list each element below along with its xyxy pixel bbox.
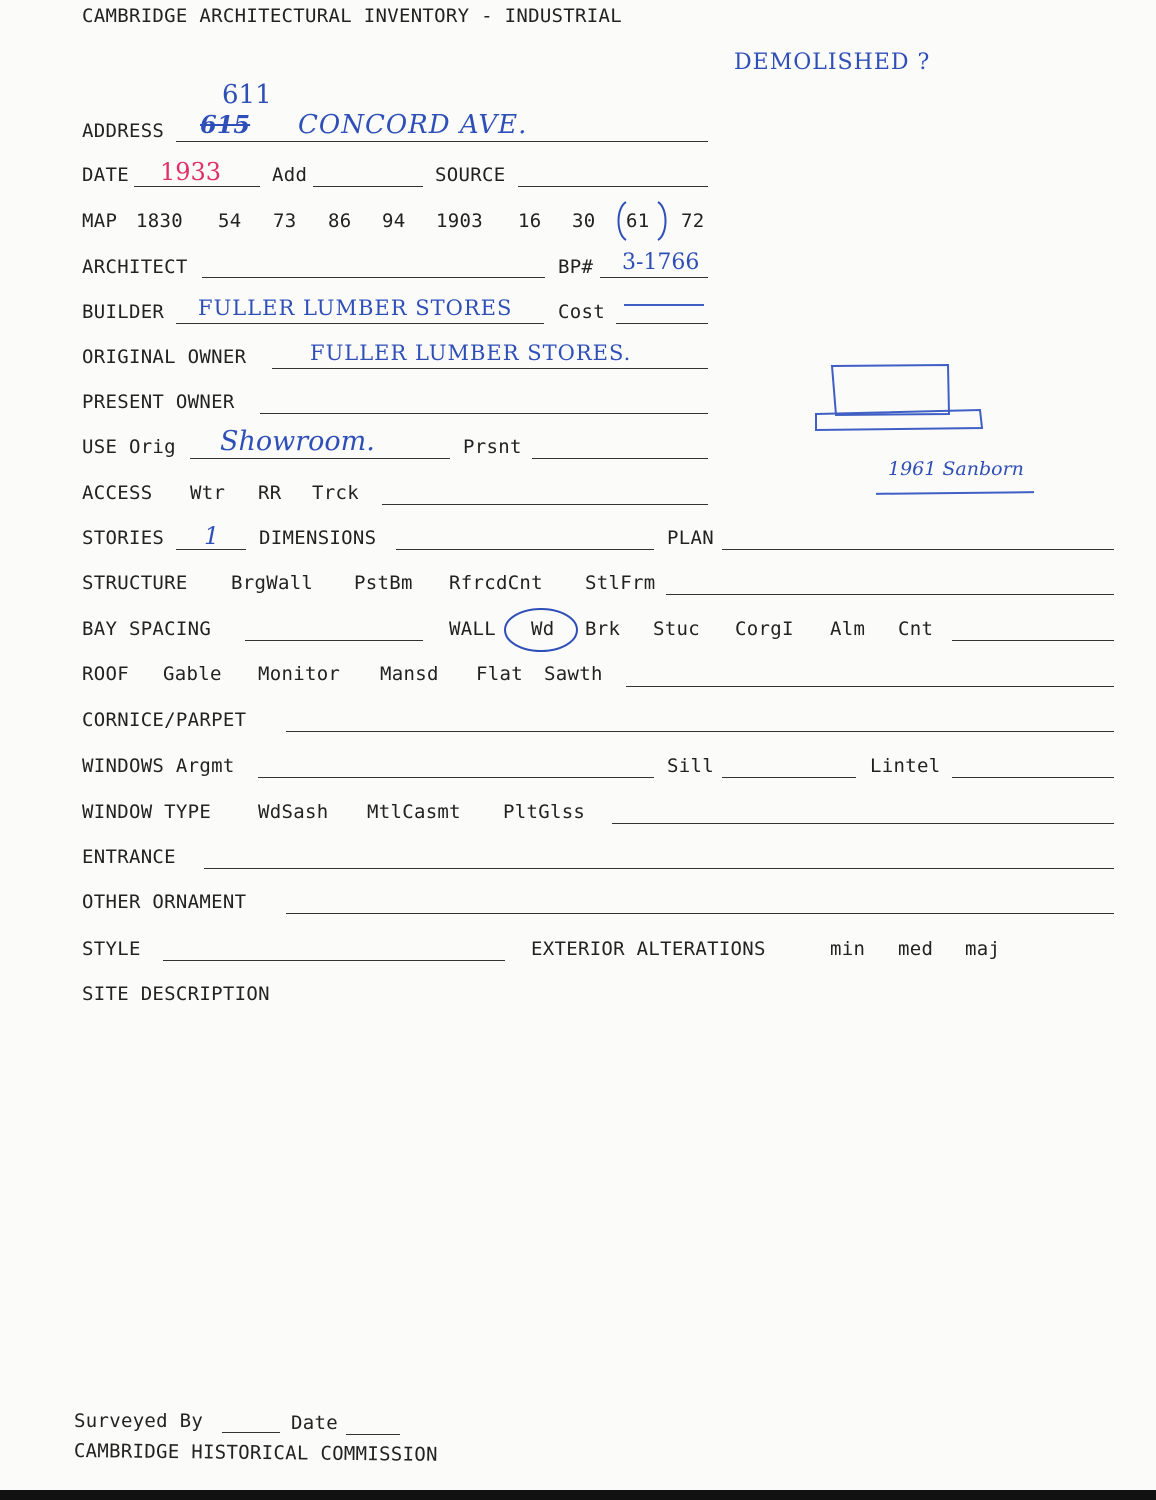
present-use-label: Prsnt (463, 436, 522, 458)
sanborn-note: 1961 Sanborn (888, 458, 1024, 480)
structure-post-beam: PstBm (354, 572, 413, 594)
surveyed-by-label: Surveyed By (74, 1410, 204, 1432)
demolished-note: DEMOLISHED ? (734, 50, 931, 75)
scan-bottom-edge (0, 1490, 1156, 1500)
map-year-94: 94 (382, 210, 406, 232)
wall-label: WALL (449, 618, 496, 640)
builder-line (176, 323, 544, 324)
structure-bearing-wall: BrgWall (231, 572, 314, 594)
plan-label: PLAN (667, 527, 714, 549)
dimensions-label: DIMENSIONS (259, 527, 377, 549)
cornice-line (286, 731, 1114, 732)
wall-aluminum: Alm (830, 618, 866, 640)
wall-wood: Wd (531, 618, 555, 640)
form-title: CAMBRIDGE ARCHITECTURAL INVENTORY - INDUSTRIAL (82, 5, 622, 27)
map-year-16: 16 (518, 210, 542, 232)
alterations-min: min (830, 938, 866, 960)
source-label: SOURCE (435, 164, 506, 186)
site-description-label: SITE DESCRIPTION (82, 983, 270, 1005)
stories-value: 1 (204, 522, 220, 550)
present-owner-label: PRESENT OWNER (82, 391, 235, 413)
exterior-alterations-label: EXTERIOR ALTERATIONS (531, 938, 766, 960)
alterations-med: med (898, 938, 934, 960)
address-label: ADDRESS (82, 120, 165, 142)
sill-line (722, 777, 856, 778)
roof-line (626, 686, 1114, 687)
bp-line (600, 277, 708, 278)
roof-monitor: Monitor (258, 663, 341, 685)
present-owner-line (260, 413, 708, 414)
wall-wood-circle-mark (500, 604, 586, 656)
cornice-label: CORNICE/PARPET (82, 709, 247, 731)
map-61-circle-mark (612, 198, 672, 244)
address-line (176, 141, 708, 142)
roof-flat: Flat (476, 663, 523, 685)
access-rail: RR (258, 482, 282, 504)
dimensions-line (396, 549, 654, 550)
lintel-line (952, 777, 1114, 778)
bp-label: BP# (558, 256, 594, 278)
sanborn-underline (876, 491, 1034, 495)
use-value: Showroom. (220, 426, 375, 457)
address-number: 611 (222, 80, 272, 110)
builder-value: FULLER LUMBER STORES (198, 296, 513, 320)
wall-stucco: Stuc (653, 618, 700, 640)
add-line (313, 186, 423, 187)
roof-mansard: Mansd (380, 663, 439, 685)
surveyed-by-line (222, 1432, 280, 1433)
add-label: Add (272, 164, 308, 186)
bay-spacing-label: BAY SPACING (82, 618, 212, 640)
building-plan-sketch (810, 362, 990, 434)
map-year-1830: 1830 (136, 210, 183, 232)
date-line (134, 186, 260, 187)
architect-line (202, 277, 545, 278)
alterations-maj: maj (965, 938, 1001, 960)
map-year-86: 86 (328, 210, 352, 232)
date-label: DATE (82, 164, 129, 186)
wall-brick: Brk (585, 618, 621, 640)
map-label: MAP (82, 210, 118, 232)
survey-date-label: Date (291, 1412, 338, 1434)
use-line (190, 458, 450, 459)
access-truck: Trck (312, 482, 359, 504)
builder-label: BUILDER (82, 301, 165, 323)
wall-corrugated-iron: CorgI (735, 618, 794, 640)
map-year-54: 54 (218, 210, 242, 232)
cost-line (616, 323, 708, 324)
window-type-line (612, 823, 1114, 824)
use-label: USE Orig (82, 436, 176, 458)
present-use-line (532, 458, 708, 459)
other-ornament-line (286, 913, 1114, 914)
sill-label: Sill (667, 755, 714, 777)
stories-label: STORIES (82, 527, 165, 549)
wall-concrete: Cnt (898, 618, 934, 640)
wall-line (952, 640, 1114, 641)
access-line (382, 504, 708, 505)
original-owner-value: FULLER LUMBER STORES. (310, 341, 632, 365)
cost-label: Cost (558, 301, 605, 323)
address-struck-number: 615 (200, 110, 251, 139)
windows-line (258, 777, 654, 778)
access-water: Wtr (190, 482, 226, 504)
entrance-line (204, 868, 1114, 869)
map-year-30: 30 (572, 210, 596, 232)
original-owner-line (272, 368, 708, 369)
map-year-72: 72 (681, 210, 705, 232)
roof-gable: Gable (163, 663, 222, 685)
roof-label: ROOF (82, 663, 129, 685)
map-year-73: 73 (273, 210, 297, 232)
bay-spacing-line (245, 640, 423, 641)
address-street: CONCORD AVE. (298, 110, 528, 140)
survey-date-line (346, 1434, 400, 1435)
style-line (163, 960, 505, 961)
windows-label: WINDOWS Argmt (82, 755, 235, 777)
date-value: 1933 (160, 158, 222, 186)
plan-line (722, 549, 1114, 550)
style-label: STYLE (82, 938, 141, 960)
entrance-label: ENTRANCE (82, 846, 176, 868)
source-line (518, 186, 708, 187)
commission-name: CAMBRIDGE HISTORICAL COMMISSION (73, 1440, 438, 1466)
cost-dash-mark (624, 304, 704, 306)
window-type-plate-glass: PltGlss (503, 801, 586, 823)
access-label: ACCESS (82, 482, 153, 504)
bp-value: 3-1766 (622, 250, 700, 275)
window-type-wood-sash: WdSash (258, 801, 329, 823)
architect-label: ARCHITECT (82, 256, 188, 278)
structure-steel-frame: StlFrm (585, 572, 656, 594)
map-year-1903: 1903 (436, 210, 483, 232)
lintel-label: Lintel (870, 755, 941, 777)
structure-label: STRUCTURE (82, 572, 188, 594)
window-type-label: WINDOW TYPE (82, 801, 212, 823)
structure-line (666, 594, 1114, 595)
window-type-metal-casement: MtlCasmt (367, 801, 461, 823)
other-ornament-label: OTHER ORNAMENT (82, 891, 247, 913)
map-year-61: 61 (626, 210, 650, 232)
roof-sawtooth: Sawth (544, 663, 603, 685)
structure-reinforced-concrete: RfrcdCnt (449, 572, 543, 594)
original-owner-label: ORIGINAL OWNER (82, 346, 247, 368)
